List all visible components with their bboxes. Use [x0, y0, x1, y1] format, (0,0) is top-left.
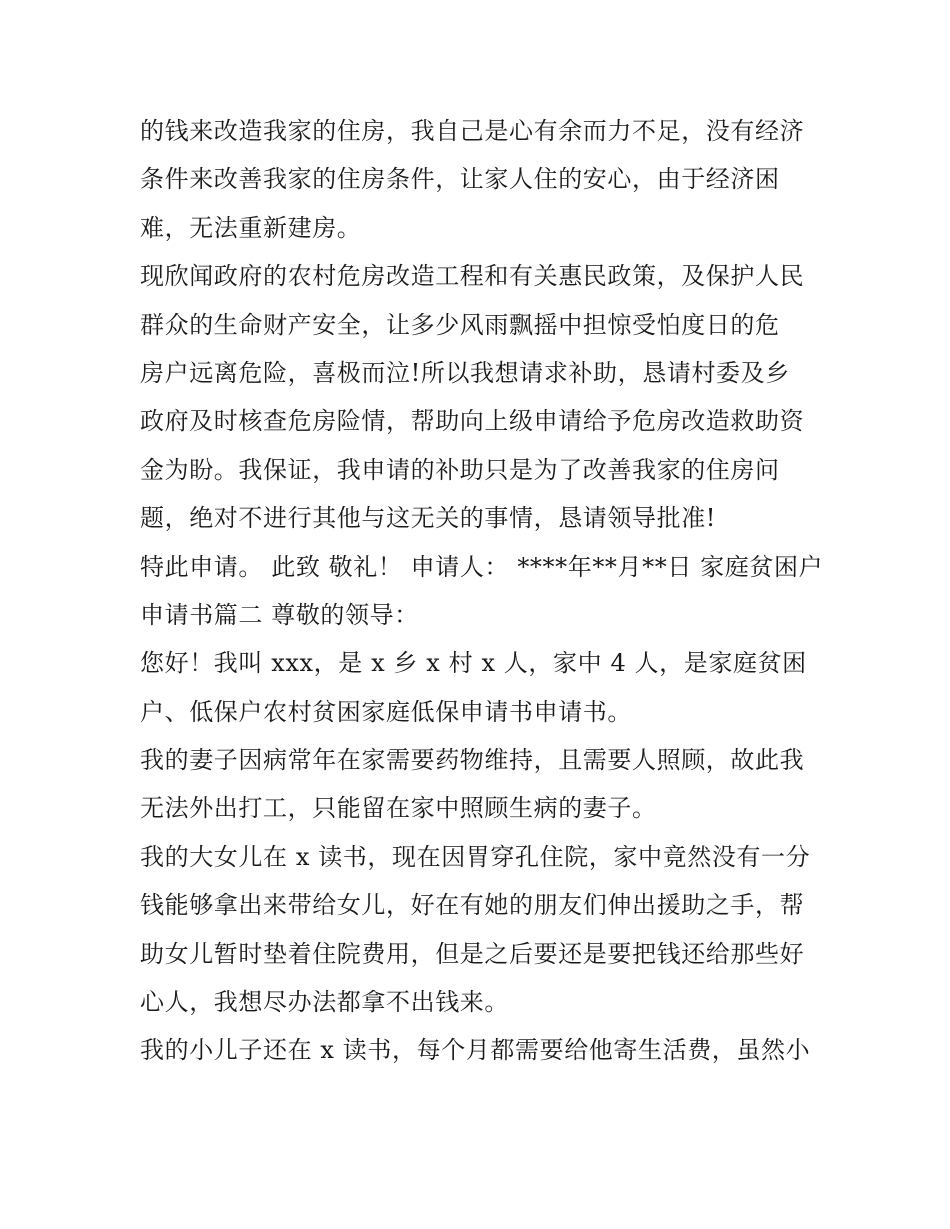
text-line: 户、低保户农村贫困家庭低保申请书申请书。: [140, 697, 632, 726]
text-line: 条件来改善我家的住房条件，让家人住的安心，由于经济困: [140, 165, 780, 194]
text-line: 群众的生命财产安全，让多少风雨飘摇中担惊受怕度日的危: [140, 310, 780, 339]
text-line: 您好！我叫 xxx，是 x 乡 x 村 x 人，家中 4 人，是家庭贫困: [140, 649, 807, 678]
text-line: 助女儿暂时垫着住院费用，但是之后要还是要把钱还给那些好: [140, 939, 805, 968]
text-line: 我的妻子因病常年在家需要药物维持，且需要人照顾，故此我: [140, 746, 805, 775]
text-line: 我的大女儿在 x 读书，现在因胃穿孔住院，家中竟然没有一分: [140, 842, 811, 871]
text-line: 房户远离危险，喜极而泣!所以我想请求补助，恳请村委及乡: [140, 358, 790, 387]
document-body: [140, 107, 824, 1075]
text-line: 题，绝对不进行其他与这无关的事情，恳请领导批准!: [140, 504, 717, 533]
text-line: 特此申请。 此致 敬礼！ 申请人： ****年**月**日 家庭贫困户: [140, 552, 824, 581]
text-line: 我的小儿子还在 x 读书，每个月都需要给他寄生活费，虽然小: [140, 1036, 811, 1065]
text-line: 的钱来改造我家的住房，我自己是心有余而力不足，没有经济: [140, 117, 805, 145]
text-line: 申请书篇二 尊敬的领导：: [140, 600, 419, 629]
text-line: 心人，我想尽办法都拿不出钱来。: [140, 988, 509, 1017]
text-line: 现欣闻政府的农村危房改造工程和有关惠民政策，及保护人民: [140, 262, 805, 291]
text-line: 金为盼。我保证，我申请的补助只是为了改善我家的住房问: [140, 455, 780, 484]
text-line: 钱能够拿出来带给女儿，好在有她的朋友们伸出援助之手，帮: [140, 891, 805, 920]
text-line: 难，无法重新建房。: [140, 213, 362, 242]
text-line: 政府及时核查危房险情，帮助向上级申请给予危房改造救助资: [140, 407, 805, 436]
text-line: 无法外出打工，只能留在家中照顾生病的妻子。: [140, 794, 657, 823]
